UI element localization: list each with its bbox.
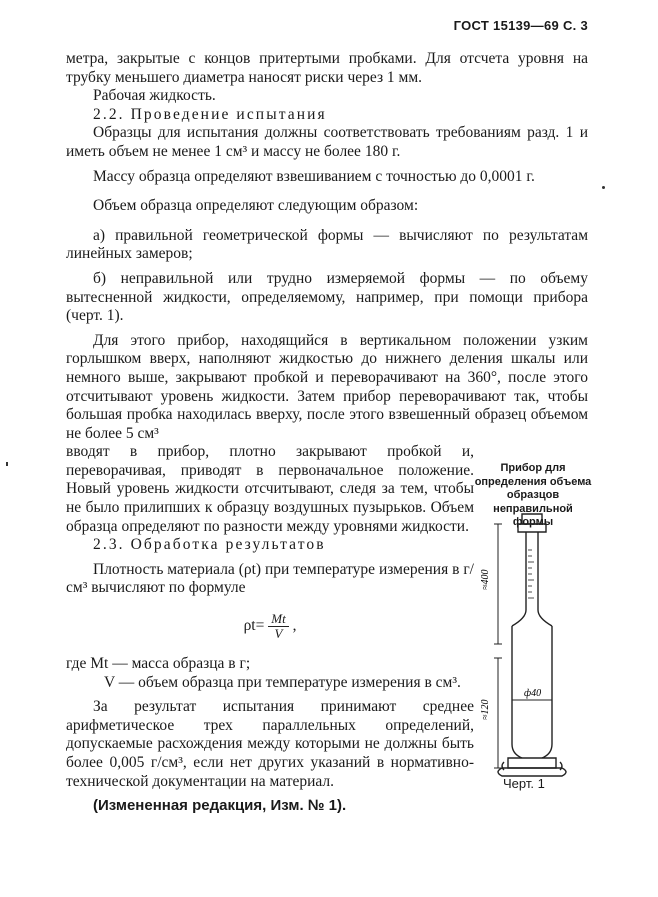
pycnometer-drawing <box>468 510 596 790</box>
formula-denominator: V <box>274 626 283 642</box>
top-stopper <box>522 514 542 524</box>
scan-speck <box>602 186 605 189</box>
section-heading-2-3: 2.3. Обработка результатов <box>93 536 326 554</box>
figure-caption: Прибор для определения объема образцов неправильной формы <box>474 462 592 529</box>
paragraph: б) неправильной или трудно измеряемой формы — по объему вытесненной жидкости, определяемому, например, при помощи прибора (черт. 1). <box>66 269 588 325</box>
paragraph: Для этого прибор, находящийся в вертикальном положении узким горлышком вверх, наполняют жидкостью до нижнего деления шкалы или немного выше, закрывают пробкой и переворачивают на 360°, после этого отсчитывают уровень жидкости. Затем прибор переворачивают так, чтобы большая пробка находилась вверху, после этого взвешенный образец объемом не более 5 см³ <box>66 331 588 442</box>
paragraph: Рабочая жидкость. <box>93 87 216 105</box>
dim-top-label: ≈400 <box>480 569 491 590</box>
formula-legend-v: V — объем образца при температуре измерения в см³. <box>104 673 461 691</box>
paragraph: За результат испытания принимают среднее арифметическое трех параллельных определений, допускаемые расхождения между которыми не должны быть более 0,005 г/см³, если нет других указаний в нормативно-технической документации на материал. <box>66 698 474 790</box>
figure-label: Черт. 1 <box>503 776 545 791</box>
bottom-stopper <box>508 758 556 768</box>
paragraph: Объем образца определяют следующим образом: <box>93 197 419 215</box>
paragraph: Массу образца определяют взвешиванием с точностью до 0,0001 г. <box>93 167 535 185</box>
dim-bottom-label: ≈120 <box>480 699 491 720</box>
formula-numerator: Mt <box>268 612 288 627</box>
paragraph: вводят в прибор, плотно закрывают пробкой и, переворачивая, приводят в первоначальное положение. Новый уровень жидкости отсчитывают, следя за тем, чтобы не было прилипших к образцу воздушных пузырьков. Объем образца определяют по разности между уровнями жидкости. <box>66 443 474 535</box>
density-formula <box>66 612 474 641</box>
amendment-note: (Измененная редакция, Изм. № 1). <box>93 797 347 815</box>
paragraph: а) правильной геометрической формы — вычисляют по результатам линейных замеров; <box>66 226 588 263</box>
formula-legend-m: где Mt — масса образца в г; <box>66 655 251 673</box>
page-header: ГОСТ 15139—69 С. 3 <box>453 18 588 33</box>
section-heading-2-2: 2.2. Проведение испытания <box>93 105 327 123</box>
formula-lhs: ρt= <box>243 617 265 635</box>
paragraph: метра, закрытые с концов притертыми пробками. Для отсчета уровня на трубку меньшего диаметра наносят риски через 1 мм. <box>66 50 588 86</box>
scan-speck <box>6 462 8 466</box>
paragraph: Плотность материала (ρt) при температуре измерения в г/см³ вычисляют по формуле <box>66 560 474 597</box>
dim-diameter-label: ф40 <box>524 688 542 699</box>
formula-tail: , <box>292 617 297 635</box>
paragraph: Образцы для испытания должны соответствовать требованиям разд. 1 и иметь объем не менее 1 см³ и массу не более 180 г. <box>66 124 588 160</box>
formula-fraction <box>268 612 288 641</box>
